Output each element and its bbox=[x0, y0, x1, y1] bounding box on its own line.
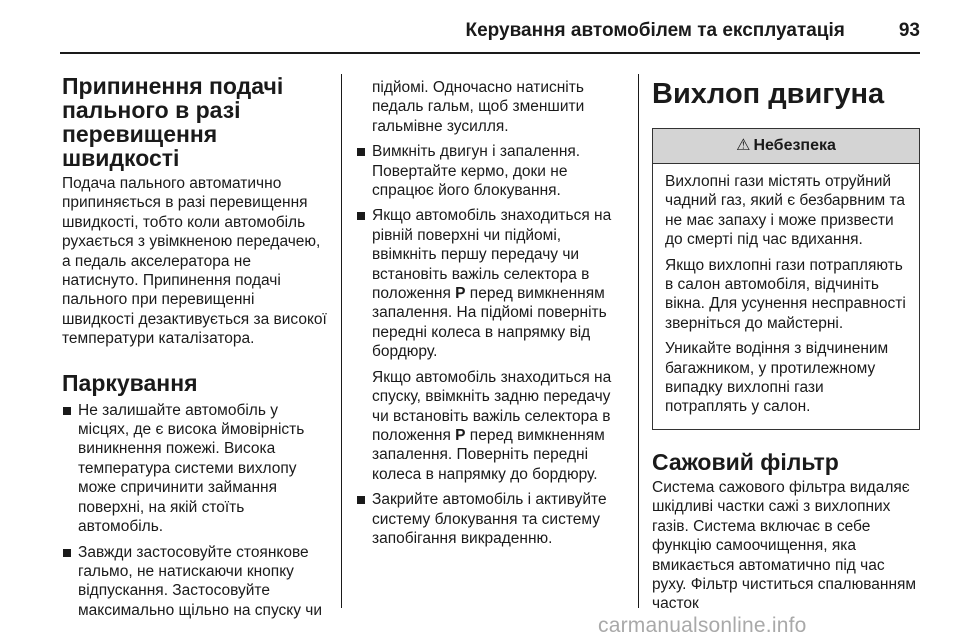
section-title-soot-filter: Сажовий фільтр bbox=[652, 448, 839, 475]
column-3 bbox=[652, 78, 922, 614]
column-2 bbox=[356, 78, 624, 554]
parking-list bbox=[62, 401, 330, 620]
continued-text: підйомі. Одночасно натисніть педаль гальм, щоб зменшити гальмівне зусилля. bbox=[372, 79, 585, 135]
list-item: Не залишайте автомобіль у місцях, де є висока ймовірність виникнення пожежі. Висока температура системи вихлопу може спричинити займання поверхні, на якій стоїть автомобіль. bbox=[62, 401, 330, 537]
column-divider-1 bbox=[341, 74, 342, 608]
page-number: 93 bbox=[898, 20, 920, 41]
section-title-fuel-cutoff: Припинення подачі пального в разі перевищення швидкості bbox=[62, 73, 284, 171]
list-item: Якщо автомобіль знаходиться на рівній поверхні чи підйомі, ввімкніть першу передачу чи встановіть важіль селектора в положення P перед вимкненням запалення. На підйомі поверніть передні колеса в напрямку від бордюру. bbox=[356, 206, 624, 361]
warning-paragraph: Вихлопні гази містять отруйний чадний газ, який є безбарвним та не має запаху і може призвести до смерті під час вдихання. bbox=[665, 173, 906, 249]
parking-list-continued bbox=[356, 142, 624, 361]
fuel-cutoff-text: Подача пального автоматично припиняється в разі перевищення швидкості, тобто коли автомобіль рухається з увімкненою передачею, а педаль акселератора не натиснуто. Припинення подачі пального при перевищенні швидкості дезактивується за високої температури каталізатора. bbox=[62, 175, 327, 348]
list-item: Завжди застосовуйте стоянкове гальмо, не натискаючи кнопку відпускання. Застосовуйте максимально щільно на спуску чи bbox=[62, 543, 330, 621]
section-title-exhaust: Вихлоп двигуна bbox=[652, 78, 885, 110]
column-1 bbox=[62, 74, 330, 626]
bullet-square-icon bbox=[357, 212, 365, 220]
gear-position-p: P bbox=[455, 285, 466, 303]
warning-paragraph: Якщо вихлопні гази потрапляють в салон автомобіля, відчиніть вікна. Для усунення несправності зверніться до майстерні. bbox=[665, 256, 906, 332]
bullet-square-icon bbox=[357, 148, 365, 156]
list-item: Вимкніть двигун і запалення. Повертайте кермо, доки не спрацює його блокування. bbox=[356, 142, 624, 200]
warning-body bbox=[653, 164, 919, 429]
bullet-square-icon bbox=[63, 407, 71, 415]
bullet-square-icon bbox=[357, 496, 365, 504]
list-item: Закрийте автомобіль і активуйте систему блокування та систему запобігання викраденню. bbox=[356, 490, 624, 548]
warning-label: Небезпека bbox=[753, 137, 836, 155]
column-divider-2 bbox=[638, 74, 639, 608]
warning-header bbox=[653, 129, 919, 164]
bullet-square-icon bbox=[63, 549, 71, 557]
warning-triangle-icon: ⚠ bbox=[736, 137, 751, 155]
section-title-parking: Паркування bbox=[62, 369, 198, 396]
soot-filter-text: Система сажового фільтра видаляє шкідливі частки сажі з вихлопних газів. Система включає в себе функцію самоочищення, яка вмикається автоматично під час руху. Фільтр чиститься спалюванням часток bbox=[652, 478, 917, 613]
downhill-text: Якщо автомобіль знаходиться на спуску, ввімкніть задню передачу чи встановіть важіль селектора в положення P перед вимкненням запалення. Поверніть передні колеса в напрямку до бордюру. bbox=[372, 368, 612, 483]
warning-paragraph: Уникайте водіння з відчиненим багажником, у протилежному випадку вихлопні гази потраплять у салон. bbox=[665, 340, 889, 416]
danger-warning-box bbox=[652, 128, 920, 430]
page-header bbox=[60, 16, 920, 46]
gear-position-p: P bbox=[455, 426, 466, 444]
parking-section bbox=[62, 371, 330, 620]
header-rule bbox=[60, 52, 920, 54]
parking-list-end bbox=[356, 490, 624, 548]
running-title: Керування автомобілем та експлуатація bbox=[465, 20, 845, 41]
watermark-text: carmanualsonline.info bbox=[598, 614, 807, 637]
